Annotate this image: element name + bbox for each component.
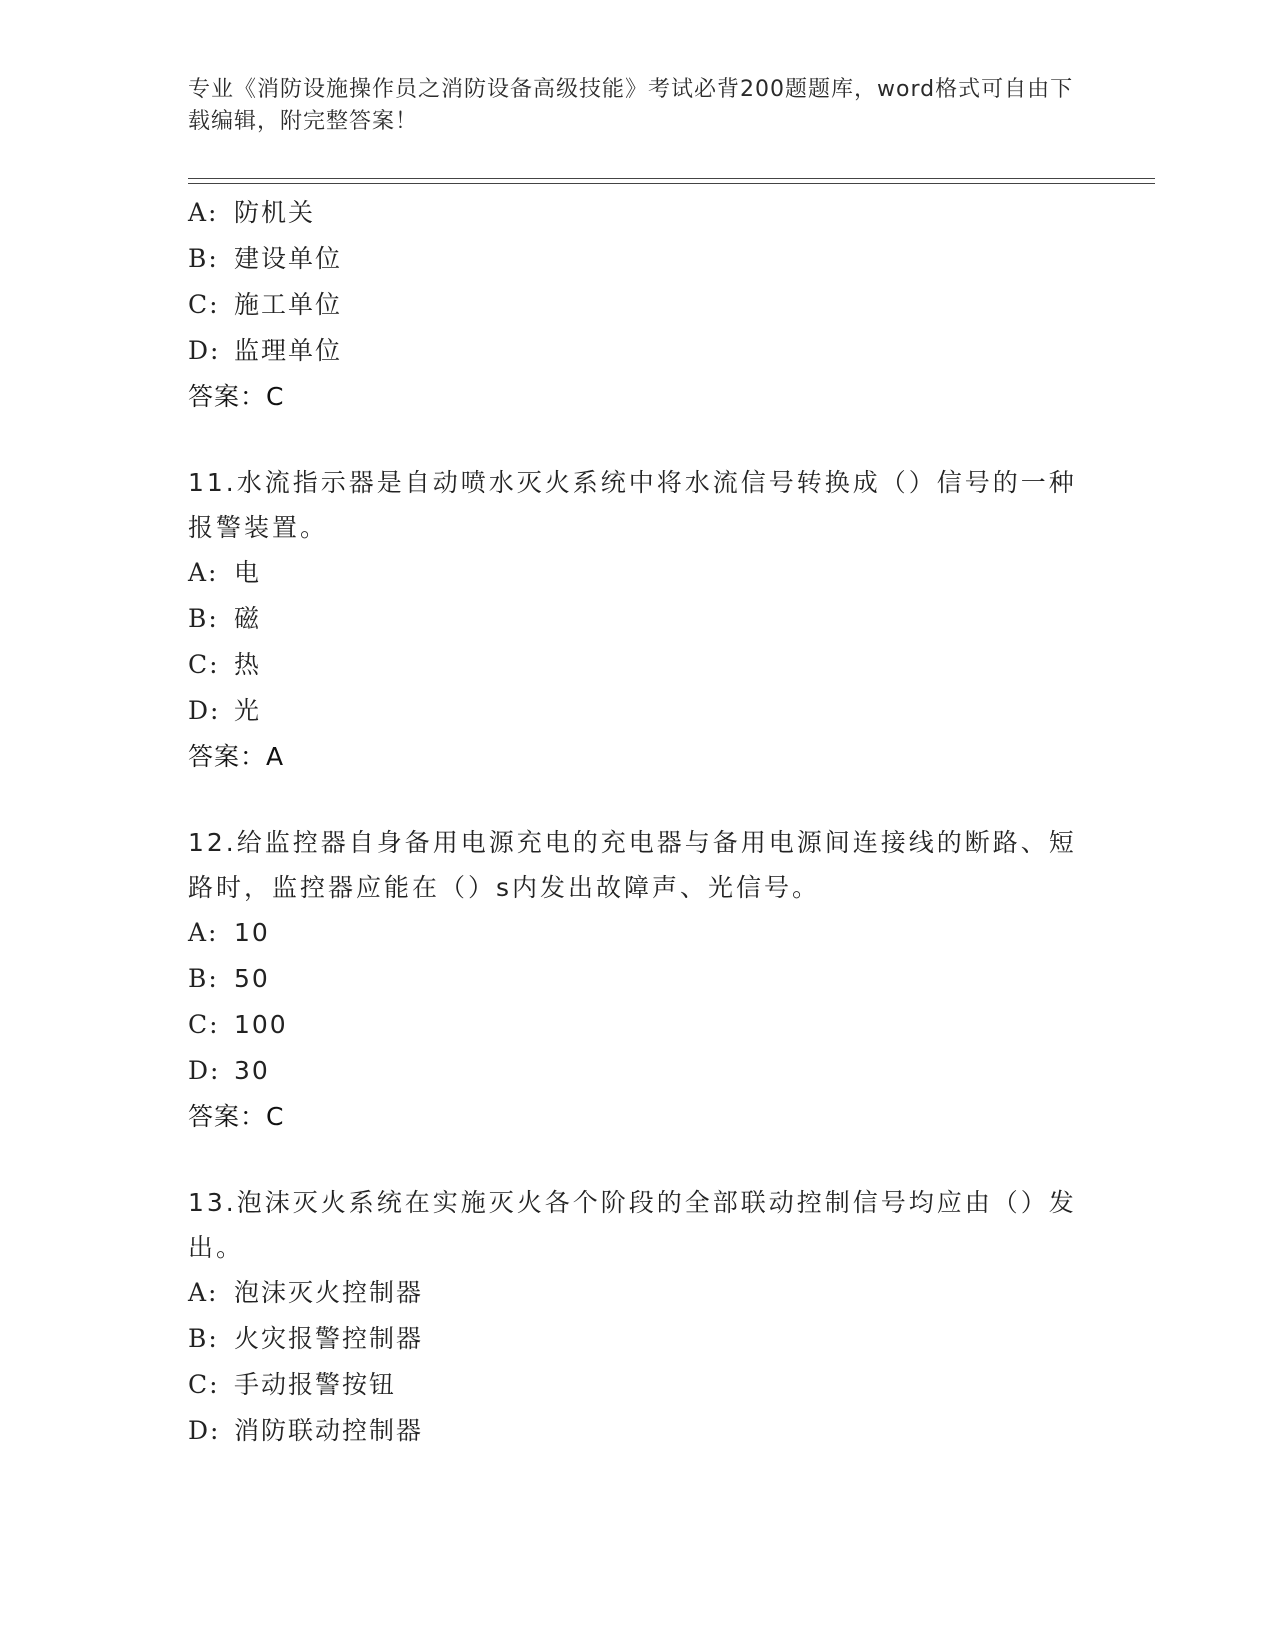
question-text: 13.泡沫灭火系统在实施灭火各个阶段的全部联动控制信号均应由（）发出。 <box>188 1188 1077 1262</box>
question-13 <box>188 1180 1088 1454</box>
option-b <box>188 956 1088 1002</box>
document-header-title: 专业《消防设施操作员之消防设备高级技能》考试必背200题题库，word格式可自由下载编辑，附完整答案！ <box>188 77 1074 134</box>
option-letter: D: <box>188 1416 221 1445</box>
option-letter: A: <box>188 1278 219 1307</box>
option-d <box>188 1408 1088 1454</box>
option-letter: D: <box>188 1056 221 1085</box>
option-text: 10 <box>234 918 270 947</box>
option-d <box>188 688 1088 734</box>
option-letter: A: <box>188 558 219 587</box>
option-letter: C: <box>188 1010 220 1039</box>
option-c <box>188 642 1088 688</box>
option-a <box>188 910 1088 956</box>
option-text: 磁 <box>234 604 262 633</box>
option-d <box>188 328 1088 374</box>
option-b <box>188 1316 1088 1362</box>
option-text: 电 <box>234 558 262 587</box>
option-letter: B: <box>188 964 219 993</box>
option-c <box>188 1362 1088 1408</box>
question-12 <box>188 820 1088 1140</box>
option-a <box>188 190 1088 236</box>
option-letter: B: <box>188 604 219 633</box>
option-text: 施工单位 <box>234 290 343 319</box>
option-letter: B: <box>188 244 219 273</box>
option-c <box>188 1002 1088 1048</box>
option-a <box>188 550 1088 596</box>
option-b <box>188 236 1088 282</box>
option-letter: A: <box>188 918 219 947</box>
option-letter: C: <box>188 650 220 679</box>
option-text: 监理单位 <box>234 336 343 365</box>
option-text: 50 <box>234 964 270 993</box>
option-text: 30 <box>234 1056 270 1085</box>
option-letter: D: <box>188 696 221 725</box>
option-letter: D: <box>188 336 221 365</box>
option-text: 防机关 <box>234 198 316 227</box>
option-text: 建设单位 <box>234 244 343 273</box>
option-text: 光 <box>234 696 262 725</box>
option-text: 热 <box>234 650 262 679</box>
option-letter: B: <box>188 1324 219 1353</box>
option-letter: A: <box>188 198 219 227</box>
question-list <box>188 190 1088 1454</box>
answer-line: 答案：C <box>188 382 285 411</box>
question-text: 11.水流指示器是自动喷水灭火系统中将水流信号转换成（）信号的一种报警装置。 <box>188 468 1077 542</box>
option-c <box>188 282 1088 328</box>
answer-line: 答案：C <box>188 1102 285 1131</box>
option-text: 火灾报警控制器 <box>234 1324 424 1353</box>
question-11 <box>188 460 1088 780</box>
option-d <box>188 1048 1088 1094</box>
option-text: 手动报警按钮 <box>234 1370 397 1399</box>
question-text: 12.给监控器自身备用电源充电的充电器与备用电源间连接线的断路、短路时，监控器应能在（）s内发出故障声、光信号。 <box>188 828 1077 902</box>
option-letter: C: <box>188 1370 220 1399</box>
answer-line: 答案：A <box>188 742 285 771</box>
question-10-continued <box>188 190 1088 420</box>
header-divider-top <box>188 178 1155 179</box>
option-text: 100 <box>234 1010 288 1039</box>
option-text: 泡沫灭火控制器 <box>234 1278 424 1307</box>
option-b <box>188 596 1088 642</box>
header-divider-bottom <box>188 183 1155 184</box>
option-letter: C: <box>188 290 220 319</box>
option-a <box>188 1270 1088 1316</box>
option-text: 消防联动控制器 <box>234 1416 424 1445</box>
